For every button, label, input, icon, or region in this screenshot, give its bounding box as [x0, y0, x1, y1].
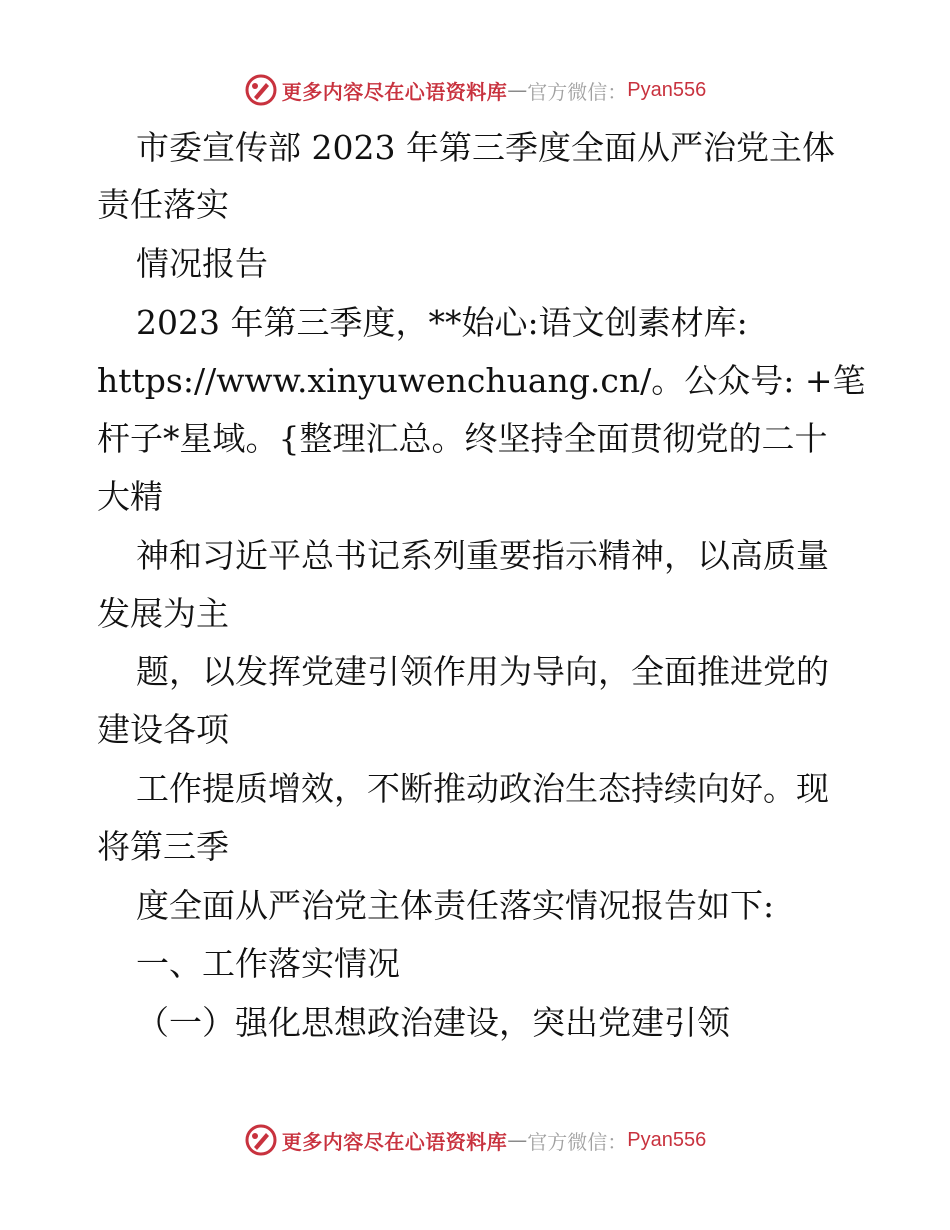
- paragraph-line: 度全面从严治党主体责任落实情况报告如下:: [136, 886, 775, 925]
- banner-wechat-id: Pyan556: [627, 1128, 707, 1151]
- paragraph-line: 神和习近平总书记系列重要指示精神，以高质量: [136, 536, 829, 575]
- footer-watermark-banner: [0, 1120, 950, 1160]
- banner-wechat-label: 官方微信：: [527, 79, 628, 104]
- banner-separator: —: [507, 1128, 528, 1152]
- title-line-2: 责任落实: [97, 185, 229, 224]
- paragraph-line: 将第三季: [97, 827, 229, 866]
- section-heading: 一、工作落实情况: [136, 944, 400, 983]
- paragraph-line: 杆子*星域。{整理汇总。终坚持全面贯彻党的二十: [97, 419, 828, 458]
- paragraph-line: 发展为主: [97, 594, 229, 633]
- banner-separator: —: [507, 78, 528, 102]
- banner-text: 更多内容尽在心语资料库: [281, 1129, 508, 1154]
- subsection-heading: （一）强化思想政治建设，突出党建引领: [136, 1003, 730, 1042]
- header-watermark-banner: [0, 70, 950, 110]
- paragraph-line: 大精: [97, 477, 163, 516]
- brand-logo-icon: [244, 1123, 278, 1157]
- banner-text: 更多内容尽在心语资料库: [281, 79, 508, 104]
- paragraph-line: 题，以发挥党建引领作用为导向，全面推进党的: [136, 652, 829, 691]
- paragraph-line: 2023 年第三季度，**始心:语文创素材库:: [136, 303, 748, 342]
- banner-wechat-id: Pyan556: [627, 78, 707, 101]
- paragraph-line: 工作提质增效，不断推动政治生态持续向好。现: [136, 769, 829, 808]
- paragraph-line: 建设各项: [97, 710, 229, 749]
- title-line-1: 市委宣传部 2023 年第三季度全面从严治党主体: [136, 128, 835, 167]
- banner-wechat-label: 官方微信：: [527, 1129, 628, 1154]
- brand-logo-icon: [244, 73, 278, 107]
- paragraph-line: https://www.xinyuwenchuang.cn/。公众号: +笔: [97, 361, 866, 400]
- title-line-3: 情况报告: [136, 244, 268, 283]
